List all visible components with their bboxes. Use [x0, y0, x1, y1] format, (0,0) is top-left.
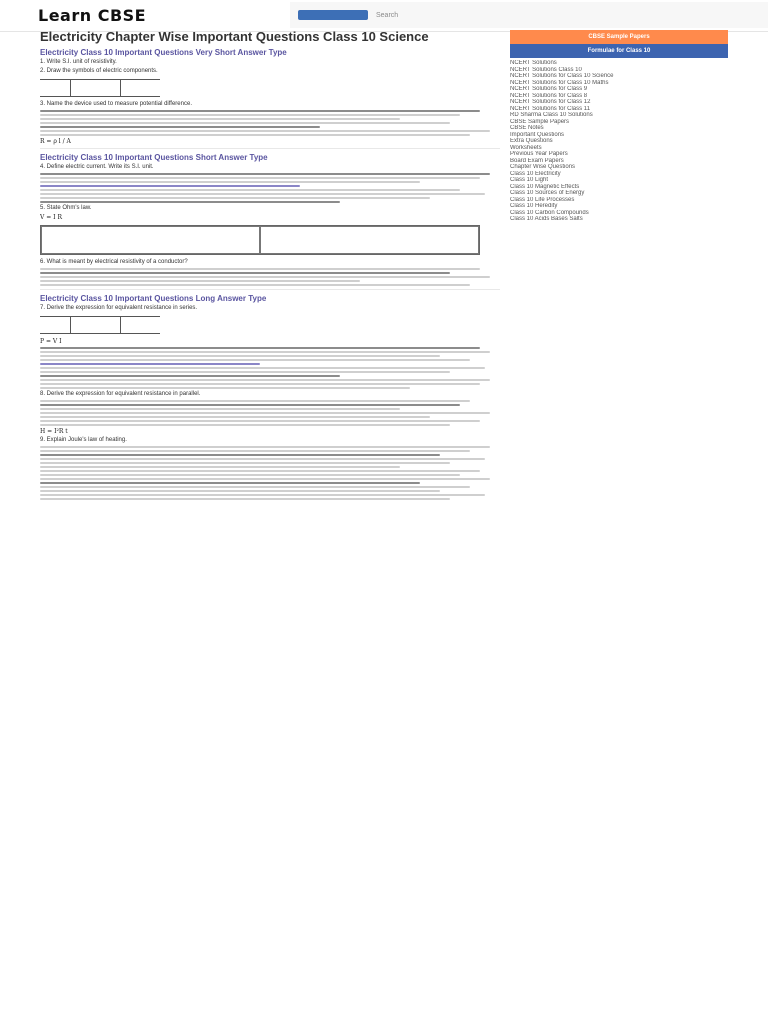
site-logo[interactable]: Learn CBSE	[38, 6, 147, 25]
page-title: Electricity Chapter Wise Important Questions Class 10 Science	[40, 30, 429, 44]
divider	[40, 148, 500, 149]
sidebar-link[interactable]: Class 10 Magnetic Effects	[510, 183, 580, 190]
question-item: 1. Write S.I. unit of resistivity.	[40, 59, 117, 65]
sidebar-link[interactable]: CBSE Sample Papers	[510, 118, 570, 125]
question-item: 9. Explain Joule's law of heating.	[40, 437, 127, 443]
sidebar-link[interactable]: Important Questions	[510, 131, 565, 138]
sidebar-link[interactable]: Class 10 Acids Bases Salts	[510, 216, 583, 222]
search-label: Search	[376, 11, 399, 19]
search-input[interactable]	[298, 10, 368, 20]
formula: P = V I	[40, 338, 62, 345]
question-item: 3. Name the device used to measure potential difference.	[40, 101, 192, 107]
sidebar-link[interactable]: Class 10 Light	[510, 177, 549, 183]
comparison-table	[40, 225, 480, 255]
sidebar-link[interactable]: NCERT Solutions for Class 9	[510, 86, 588, 92]
text-lines	[40, 173, 500, 203]
content-section-1	[40, 48, 500, 145]
text-lines	[40, 268, 500, 286]
question-item: 4. Define electric current. Write its S.I. unit.	[40, 164, 154, 170]
sidebar-link[interactable]: Board Exam Papers	[510, 157, 564, 164]
promo-banner-primary[interactable]: CBSE Sample Papers	[510, 30, 728, 44]
text-lines	[40, 110, 500, 136]
divider	[40, 289, 500, 290]
top-navigation	[0, 0, 768, 32]
question-item: 5. State Ohm's law.	[40, 205, 92, 211]
content-section-3	[40, 294, 500, 500]
content-section-2	[40, 153, 500, 286]
section-heading: Electricity Class 10 Important Questions Short Answer Type	[40, 153, 268, 162]
sidebar-links	[510, 60, 728, 223]
sidebar-link[interactable]: NCERT Solutions for Class 11	[510, 105, 591, 112]
sidebar-link[interactable]: Class 10 Carbon Compounds	[510, 209, 589, 216]
section-heading: Electricity Class 10 Important Questions Very Short Answer Type	[40, 48, 287, 57]
question-item: 8. Derive the expression for equivalent resistance in parallel.	[40, 391, 201, 397]
circuit-diagram	[40, 79, 160, 97]
sidebar-link[interactable]: NCERT Solutions for Class 12	[510, 99, 591, 105]
table-cell	[260, 226, 479, 254]
sidebar-link[interactable]: Class 10 Life Processes	[510, 196, 575, 203]
sidebar-link[interactable]: NCERT Solutions	[510, 60, 557, 66]
text-lines	[40, 446, 500, 500]
sidebar-link[interactable]: CBSE Notes	[510, 125, 544, 131]
question-item: 6. What is meant by electrical resistivity of a conductor?	[40, 259, 188, 265]
sidebar-link[interactable]: Class 10 Electricity	[510, 170, 561, 177]
sidebar-link[interactable]: NCERT Solutions for Class 10 Maths	[510, 79, 609, 86]
promo-banner-secondary[interactable]: Formulae for Class 10	[510, 44, 728, 58]
main-content	[40, 30, 500, 1020]
sidebar-link[interactable]: NCERT Solutions for Class 10 Science	[510, 73, 614, 79]
right-sidebar	[510, 30, 728, 222]
formula: R = ρ l / A	[40, 138, 71, 145]
text-lines	[40, 400, 500, 426]
sidebar-link[interactable]: Extra Questions	[510, 138, 553, 144]
sidebar-link[interactable]: NCERT Solutions for Class 8	[510, 92, 588, 99]
top-toolbar	[290, 2, 768, 28]
sidebar-link[interactable]: Class 10 Sources of Energy	[510, 190, 585, 196]
circuit-diagram	[40, 316, 160, 334]
sidebar-link[interactable]: Chapter Wise Questions	[510, 164, 576, 170]
formula: H = I²R t	[40, 428, 68, 435]
question-item: 7. Derive the expression for equivalent resistance in series.	[40, 305, 198, 311]
sidebar-link[interactable]: NCERT Solutions Class 10	[510, 66, 582, 73]
sidebar-link[interactable]: RD Sharma Class 10 Solutions	[510, 112, 593, 118]
sidebar-link[interactable]: Worksheets	[510, 144, 542, 151]
table-cell	[41, 226, 260, 254]
sidebar-link[interactable]: Class 10 Heredity	[510, 203, 558, 209]
sidebar-link[interactable]: Previous Year Papers	[510, 151, 568, 157]
text-lines	[40, 347, 500, 389]
question-item: 2. Draw the symbols of electric components.	[40, 68, 158, 74]
formula: V = I R	[40, 214, 62, 221]
section-heading: Electricity Class 10 Important Questions Long Answer Type	[40, 294, 267, 303]
